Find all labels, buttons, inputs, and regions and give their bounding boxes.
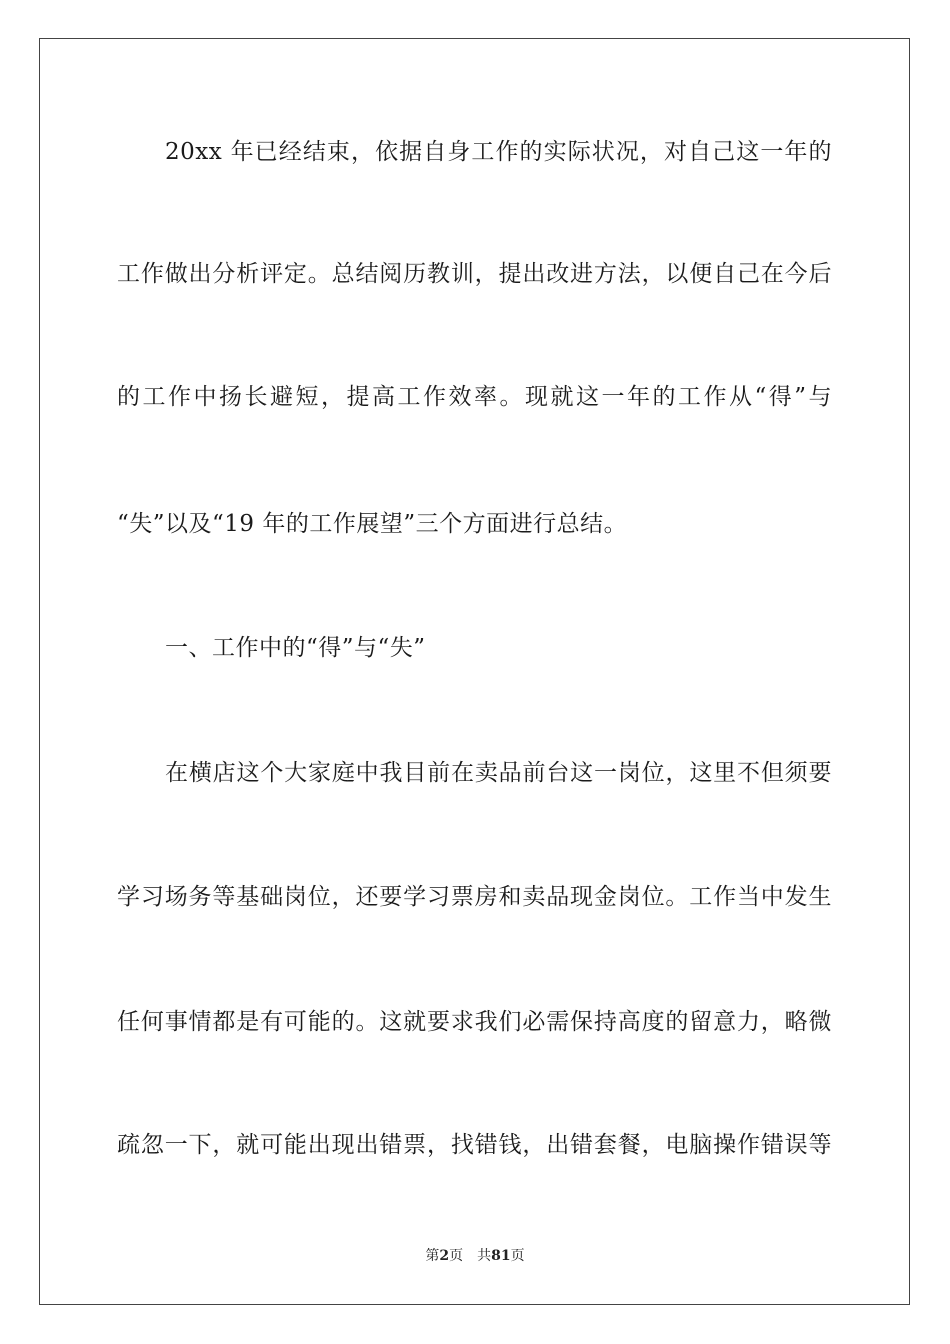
total-prefix: 共 — [477, 1248, 492, 1264]
page-number: 2 — [439, 1248, 450, 1264]
paragraph-2-line-3: 任何事情都是有可能的。这就要求我们必需保持高度的留意力，略微 — [117, 1009, 832, 1035]
total-suffix: 页 — [510, 1248, 525, 1264]
paragraph-2-line-4: 疏忽一下，就可能出现出错票，找错钱，出错套餐，电脑操作错误等 — [117, 1132, 832, 1158]
paragraph-1-line-3: 的工作中扬长避短，提高工作效率。现就这一年的工作从“得”与 — [117, 384, 832, 410]
paragraph-2-line-1: 在横店这个大家庭中我目前在卖品前台这一岗位，这里不但须要 — [165, 760, 832, 786]
total-pages: 81 — [491, 1248, 511, 1264]
paragraph-1-line-2: 工作做出分析评定。总结阅历教训，提出改进方法，以便自己在今后 — [117, 261, 832, 287]
page-suffix: 页 — [449, 1248, 464, 1264]
paragraph-2-line-2: 学习场务等基础岗位，还要学习票房和卖品现金岗位。工作当中发生 — [117, 884, 832, 910]
paragraph-1-line-4: “失”以及“19 年的工作展望”三个方面进行总结。 — [117, 511, 628, 537]
section-heading: 一、工作中的“得”与“失” — [165, 635, 426, 661]
page-prefix: 第 — [425, 1248, 440, 1264]
page-border — [39, 38, 910, 1305]
paragraph-1-line-1: 20xx 年已经结束，依据自身工作的实际状况，对自己这一年的 — [165, 139, 832, 165]
page-footer — [0, 1247, 950, 1265]
